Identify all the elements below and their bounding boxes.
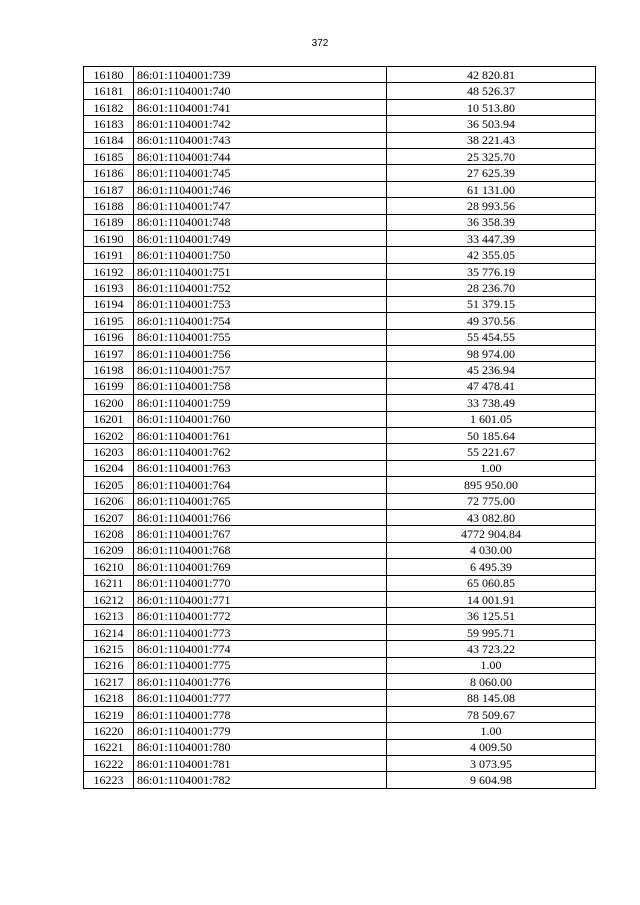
value-cell: 1.00 <box>387 657 596 673</box>
value-cell: 36 358.39 <box>387 214 596 230</box>
value-cell: 55 454.55 <box>387 329 596 345</box>
table-row <box>84 575 596 591</box>
table-row <box>84 690 596 706</box>
cadastral-number-cell: 86:01:1104001:769 <box>134 559 387 575</box>
value-cell: 65 060.85 <box>387 575 596 591</box>
cadastral-number-cell: 86:01:1104001:770 <box>134 575 387 591</box>
cadastral-number-cell: 86:01:1104001:778 <box>134 706 387 722</box>
table-row <box>84 608 596 624</box>
cadastral-number-cell: 86:01:1104001:757 <box>134 362 387 378</box>
table-row <box>84 706 596 722</box>
row-number-cell: 16192 <box>84 263 134 279</box>
value-cell: 4 030.00 <box>387 542 596 558</box>
table-row <box>84 214 596 230</box>
value-cell: 28 236.70 <box>387 280 596 296</box>
cadastral-number-cell: 86:01:1104001:745 <box>134 165 387 181</box>
value-cell: 14 001.91 <box>387 592 596 608</box>
value-cell: 36 503.94 <box>387 116 596 132</box>
cadastral-number-cell: 86:01:1104001:751 <box>134 263 387 279</box>
cadastral-number-cell: 86:01:1104001:779 <box>134 723 387 739</box>
table-row <box>84 329 596 345</box>
row-number-cell: 16219 <box>84 706 134 722</box>
row-number-cell: 16199 <box>84 378 134 394</box>
row-number-cell: 16217 <box>84 674 134 690</box>
table-row <box>84 132 596 148</box>
value-cell: 43 723.22 <box>387 641 596 657</box>
value-cell: 8 060.00 <box>387 674 596 690</box>
table-row <box>84 427 596 443</box>
table-row <box>84 772 596 788</box>
value-cell: 59 995.71 <box>387 624 596 640</box>
row-number-cell: 16212 <box>84 592 134 608</box>
row-number-cell: 16198 <box>84 362 134 378</box>
table-row <box>84 378 596 394</box>
value-cell: 42 820.81 <box>387 67 596 83</box>
row-number-cell: 16216 <box>84 657 134 673</box>
row-number-cell: 16191 <box>84 247 134 263</box>
cadastral-number-cell: 86:01:1104001:760 <box>134 411 387 427</box>
table-row <box>84 592 596 608</box>
table-row <box>84 99 596 115</box>
table-row <box>84 149 596 165</box>
cadastral-number-cell: 86:01:1104001:758 <box>134 378 387 394</box>
value-cell: 895 950.00 <box>387 477 596 493</box>
value-cell: 33 738.49 <box>387 395 596 411</box>
value-cell: 38 221.43 <box>387 132 596 148</box>
cadastral-number-cell: 86:01:1104001:780 <box>134 739 387 755</box>
table-row <box>84 395 596 411</box>
cadastral-number-cell: 86:01:1104001:741 <box>134 99 387 115</box>
table-row <box>84 67 596 83</box>
value-cell: 49 370.56 <box>387 313 596 329</box>
cadastral-number-cell: 86:01:1104001:753 <box>134 296 387 312</box>
cadastral-number-cell: 86:01:1104001:748 <box>134 214 387 230</box>
row-number-cell: 16206 <box>84 493 134 509</box>
table-row <box>84 345 596 361</box>
value-cell: 98 974.00 <box>387 345 596 361</box>
table-row <box>84 739 596 755</box>
value-cell: 28 993.56 <box>387 198 596 214</box>
table-row <box>84 362 596 378</box>
table-row <box>84 559 596 575</box>
cadastral-number-cell: 86:01:1104001:773 <box>134 624 387 640</box>
row-number-cell: 16195 <box>84 313 134 329</box>
cadastral-number-cell: 86:01:1104001:762 <box>134 444 387 460</box>
cadastral-number-cell: 86:01:1104001:776 <box>134 674 387 690</box>
row-number-cell: 16197 <box>84 345 134 361</box>
value-cell: 51 379.15 <box>387 296 596 312</box>
cadastral-number-cell: 86:01:1104001:777 <box>134 690 387 706</box>
cadastral-number-cell: 86:01:1104001:767 <box>134 526 387 542</box>
row-number-cell: 16200 <box>84 395 134 411</box>
table-row <box>84 313 596 329</box>
row-number-cell: 16203 <box>84 444 134 460</box>
table-row <box>84 83 596 99</box>
cadastral-number-cell: 86:01:1104001:739 <box>134 67 387 83</box>
row-number-cell: 16222 <box>84 756 134 772</box>
cadastral-value-table <box>83 66 596 789</box>
value-cell: 47 478.41 <box>387 378 596 394</box>
row-number-cell: 16220 <box>84 723 134 739</box>
row-number-cell: 16196 <box>84 329 134 345</box>
row-number-cell: 16207 <box>84 509 134 525</box>
table-row <box>84 296 596 312</box>
table-row <box>84 477 596 493</box>
table-row <box>84 509 596 525</box>
cadastral-number-cell: 86:01:1104001:750 <box>134 247 387 263</box>
value-cell: 1.00 <box>387 723 596 739</box>
value-cell: 4 009.50 <box>387 739 596 755</box>
value-cell: 10 513.80 <box>387 99 596 115</box>
value-cell: 61 131.00 <box>387 181 596 197</box>
cadastral-number-cell: 86:01:1104001:740 <box>134 83 387 99</box>
cadastral-number-cell: 86:01:1104001:743 <box>134 132 387 148</box>
table-row <box>84 231 596 247</box>
table-row <box>84 280 596 296</box>
row-number-cell: 16186 <box>84 165 134 181</box>
cadastral-number-cell: 86:01:1104001:754 <box>134 313 387 329</box>
cadastral-number-cell: 86:01:1104001:752 <box>134 280 387 296</box>
cadastral-number-cell: 86:01:1104001:771 <box>134 592 387 608</box>
table-row <box>84 116 596 132</box>
cadastral-number-cell: 86:01:1104001:768 <box>134 542 387 558</box>
value-cell: 45 236.94 <box>387 362 596 378</box>
value-cell: 25 325.70 <box>387 149 596 165</box>
row-number-cell: 16181 <box>84 83 134 99</box>
cadastral-number-cell: 86:01:1104001:782 <box>134 772 387 788</box>
table-row <box>84 198 596 214</box>
value-cell: 1 601.05 <box>387 411 596 427</box>
row-number-cell: 16204 <box>84 460 134 476</box>
row-number-cell: 16210 <box>84 559 134 575</box>
cadastral-number-cell: 86:01:1104001:763 <box>134 460 387 476</box>
table-row <box>84 181 596 197</box>
row-number-cell: 16188 <box>84 198 134 214</box>
cadastral-number-cell: 86:01:1104001:765 <box>134 493 387 509</box>
value-cell: 36 125.51 <box>387 608 596 624</box>
row-number-cell: 16201 <box>84 411 134 427</box>
table-row <box>84 542 596 558</box>
cadastral-number-cell: 86:01:1104001:759 <box>134 395 387 411</box>
value-cell: 6 495.39 <box>387 559 596 575</box>
value-cell: 72 775.00 <box>387 493 596 509</box>
table-row <box>84 723 596 739</box>
row-number-cell: 16205 <box>84 477 134 493</box>
table-row <box>84 444 596 460</box>
row-number-cell: 16213 <box>84 608 134 624</box>
value-cell: 78 509.67 <box>387 706 596 722</box>
row-number-cell: 16193 <box>84 280 134 296</box>
cadastral-number-cell: 86:01:1104001:781 <box>134 756 387 772</box>
cadastral-number-cell: 86:01:1104001:772 <box>134 608 387 624</box>
table-row <box>84 624 596 640</box>
value-cell: 3 073.95 <box>387 756 596 772</box>
cadastral-number-cell: 86:01:1104001:775 <box>134 657 387 673</box>
cadastral-number-cell: 86:01:1104001:744 <box>134 149 387 165</box>
cadastral-number-cell: 86:01:1104001:749 <box>134 231 387 247</box>
row-number-cell: 16218 <box>84 690 134 706</box>
row-number-cell: 16187 <box>84 181 134 197</box>
cadastral-number-cell: 86:01:1104001:755 <box>134 329 387 345</box>
row-number-cell: 16214 <box>84 624 134 640</box>
table-body <box>84 67 596 789</box>
cadastral-number-cell: 86:01:1104001:764 <box>134 477 387 493</box>
row-number-cell: 16215 <box>84 641 134 657</box>
value-cell: 55 221.67 <box>387 444 596 460</box>
table-row <box>84 493 596 509</box>
value-cell: 4772 904.84 <box>387 526 596 542</box>
cadastral-number-cell: 86:01:1104001:746 <box>134 181 387 197</box>
row-number-cell: 16202 <box>84 427 134 443</box>
row-number-cell: 16190 <box>84 231 134 247</box>
table-row <box>84 247 596 263</box>
table-row <box>84 641 596 657</box>
row-number-cell: 16182 <box>84 99 134 115</box>
page-number: 372 <box>311 38 329 49</box>
row-number-cell: 16180 <box>84 67 134 83</box>
row-number-cell: 16208 <box>84 526 134 542</box>
table-row <box>84 657 596 673</box>
table-row <box>84 263 596 279</box>
value-cell: 35 776.19 <box>387 263 596 279</box>
row-number-cell: 16185 <box>84 149 134 165</box>
row-number-cell: 16209 <box>84 542 134 558</box>
row-number-cell: 16184 <box>84 132 134 148</box>
value-cell: 33 447.39 <box>387 231 596 247</box>
table-row <box>84 460 596 476</box>
table-row <box>84 165 596 181</box>
cadastral-number-cell: 86:01:1104001:742 <box>134 116 387 132</box>
value-cell: 27 625.39 <box>387 165 596 181</box>
value-cell: 9 604.98 <box>387 772 596 788</box>
cadastral-number-cell: 86:01:1104001:756 <box>134 345 387 361</box>
cadastral-number-cell: 86:01:1104001:766 <box>134 509 387 525</box>
row-number-cell: 16183 <box>84 116 134 132</box>
value-cell: 42 355.05 <box>387 247 596 263</box>
cadastral-number-cell: 86:01:1104001:774 <box>134 641 387 657</box>
cadastral-number-cell: 86:01:1104001:747 <box>134 198 387 214</box>
row-number-cell: 16221 <box>84 739 134 755</box>
table-row <box>84 526 596 542</box>
value-cell: 43 082.80 <box>387 509 596 525</box>
value-cell: 50 185.64 <box>387 427 596 443</box>
table-row <box>84 756 596 772</box>
row-number-cell: 16194 <box>84 296 134 312</box>
value-cell: 1.00 <box>387 460 596 476</box>
table-row <box>84 411 596 427</box>
cadastral-number-cell: 86:01:1104001:761 <box>134 427 387 443</box>
row-number-cell: 16223 <box>84 772 134 788</box>
value-cell: 48 526.37 <box>387 83 596 99</box>
row-number-cell: 16189 <box>84 214 134 230</box>
row-number-cell: 16211 <box>84 575 134 591</box>
value-cell: 88 145.08 <box>387 690 596 706</box>
table-row <box>84 674 596 690</box>
